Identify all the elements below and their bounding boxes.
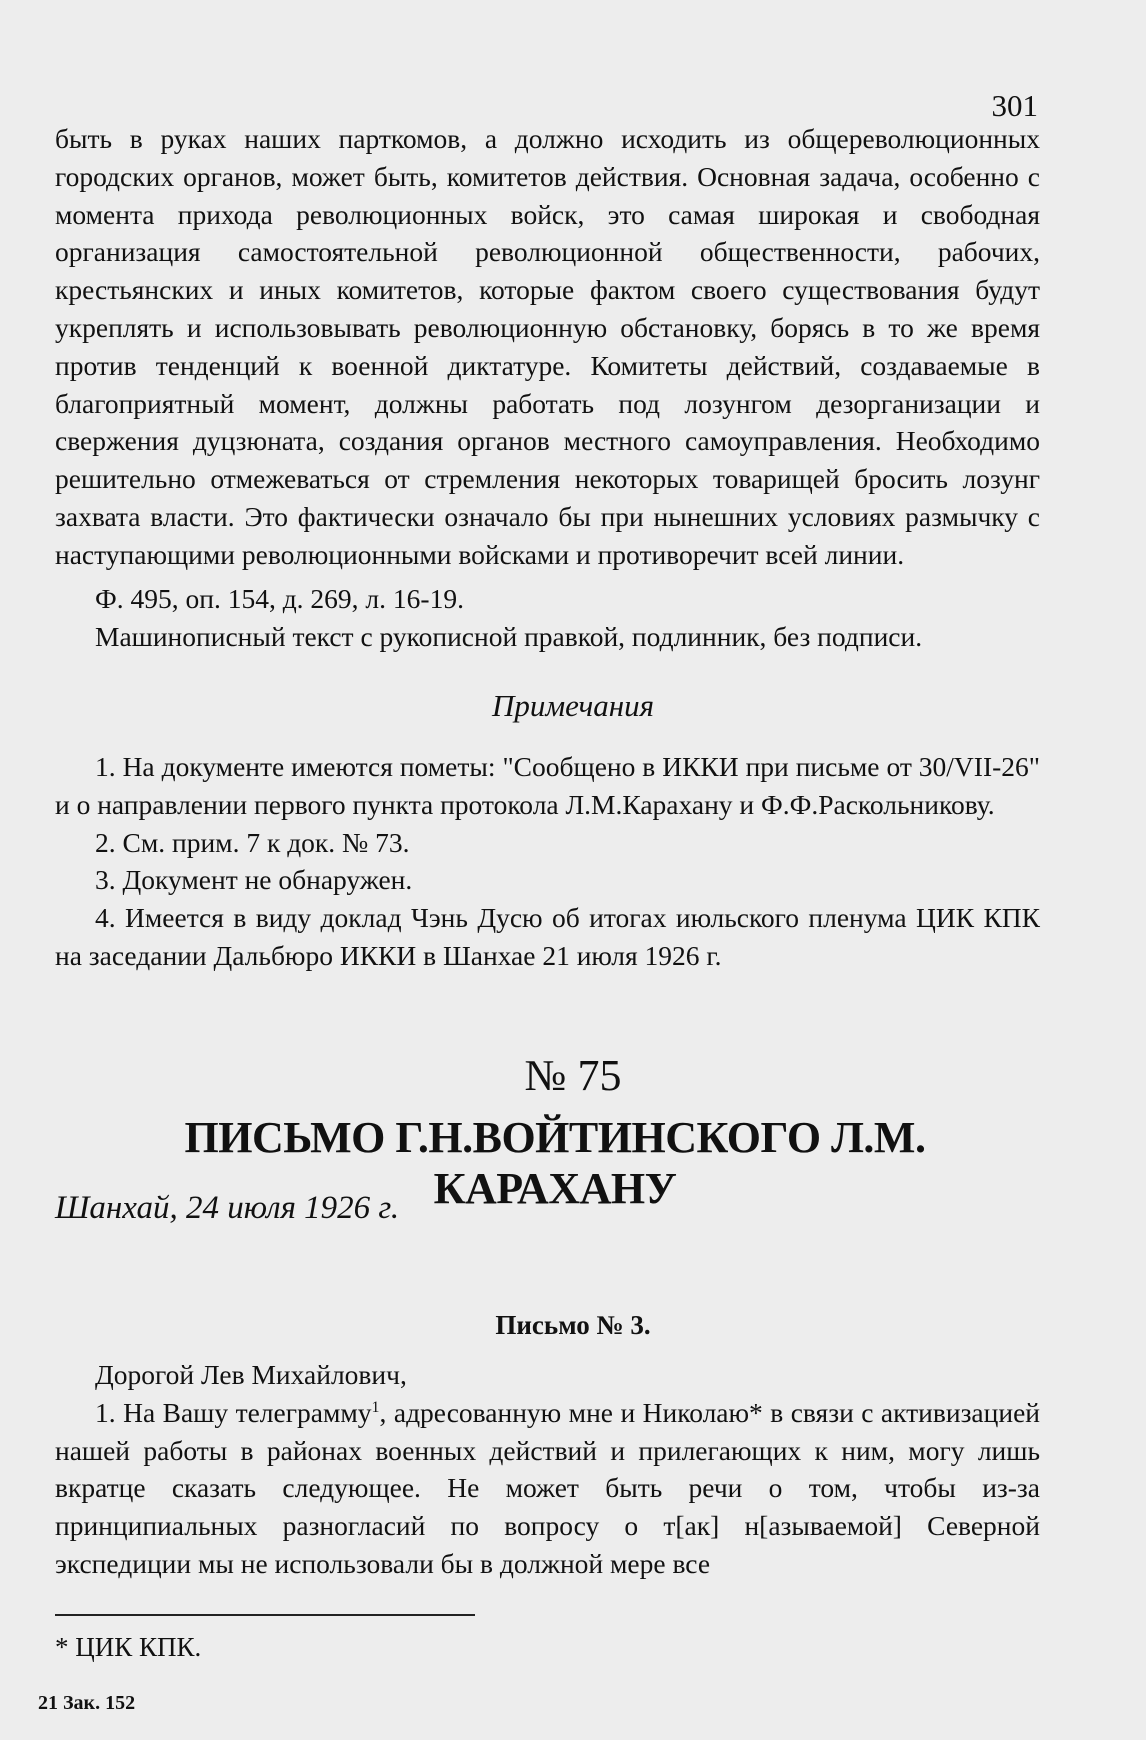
dateline: Шанхай, 24 июля 1926 г. [55, 1190, 400, 1226]
note-item: 2. См. прим. 7 к док. № 73. [95, 826, 410, 858]
note-item: 1. На документе имеются пометы: "Сообщено в ИККИ при письме от 30/VII-26" и о направлении первого пункта протокола Л.М.Карахану и Ф.Ф.Раскольникову. [55, 751, 1040, 820]
document-title: ПИСЬМО Г.Н.ВОЙТИНСКОГО Л.М. КАРАХАНУ [184, 1113, 926, 1213]
footnote-divider [55, 1614, 475, 1616]
footnote-ref: 1 [371, 1398, 380, 1416]
document-number: № 75 [524, 1051, 622, 1100]
letter-paragraph [55, 1394, 1040, 1583]
letter-number: Письмо № 3. [495, 1310, 651, 1340]
page-number: 301 [991, 88, 1038, 123]
main-paragraph [55, 120, 1040, 574]
archive-reference [55, 580, 1040, 656]
note-item: 3. Документ не обнаружен. [95, 864, 413, 896]
footnote: * ЦИК КПК. [55, 1632, 202, 1662]
main-text: быть в руках наших парткомов, а должно исходить из общереволюционных городских органов, может быть, комитетов действия. Основная задача, особенно с момента прихода революционных войск, это самая широкая и свободная организация самостоятельной революционной общественности, рабочих, крестьянских и иных комитетов, которые фактом своего существования будут укреплять и использовывать революционную обстановку, борясь в то же время против тенденций к военной диктатуре. Комитеты действий, создаваемые в благоприятный момент, должны работать под лозунгом дезорганизации и свержения дуцзюната, создания органов местного самоуправления. Необходимо решительно отмежеваться от стремления некоторых товарищей бросить лозунг захвата власти. Это фактически означало бы при нынешних условиях размычку с наступающими революционными войсками и противоречит всей линии. [55, 123, 1040, 570]
note-item: 4. Имеется в виду доклад Чэнь Дусю об итогах июльского пленума ЦИК КПК на заседании Дальбюро ИККИ в Шанхае 21 июля 1926 г. [55, 902, 1040, 971]
notes-list [55, 748, 1040, 975]
letter-text-part1: 1. На Вашу телеграмму [95, 1396, 372, 1428]
notes-heading: Примечания [491, 688, 655, 723]
printer-mark: 21 Зак. 152 [38, 1692, 136, 1714]
archive-desc: Машинописный текст с рукописной правкой, подлинник, без подписи. [95, 620, 923, 652]
salutation: Дорогой Лев Михайлович, [95, 1359, 407, 1390]
letter-body [55, 1356, 1040, 1583]
archive-ref: Ф. 495, оп. 154, д. 269, л. 16-19. [95, 583, 464, 614]
letter-text-part2: , адресованную мне и Николаю* в связи с активизацией нашей работы в районах военных действий и прилегающих к ним, могу лишь вкратце сказать следующее. Не может быть речи о том, чтобы из-за принципиальных разногласий по вопросу о т[ак] н[азываемой] Северной экспедиции мы не использовали бы в должной мере все [55, 1396, 1040, 1579]
